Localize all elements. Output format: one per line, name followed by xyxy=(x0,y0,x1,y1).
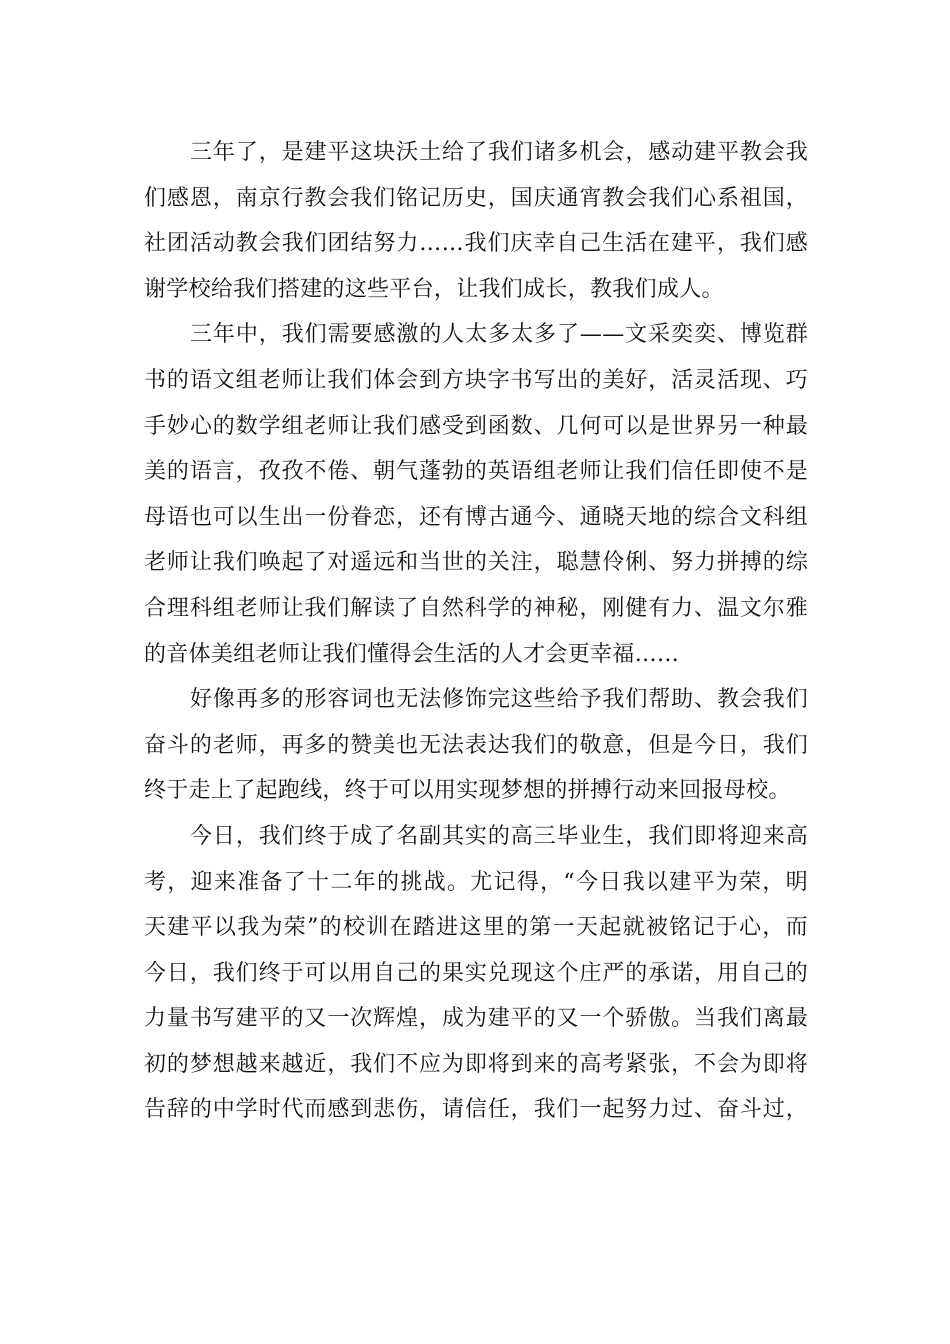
paragraph-line: 老师让我们唤起了对遥远和当世的关注，聪慧伶俐、努力拼搏的综 xyxy=(144,550,808,576)
paragraph-line: 们感恩，南京行教会我们铭记历史，国庆通宵教会我们心系祖国， xyxy=(144,185,808,211)
paragraph-line: 三年中，我们需要感激的人太多太多了——文采奕奕、博览群 xyxy=(190,322,808,348)
paragraph-4 xyxy=(144,814,808,1133)
paragraph-3 xyxy=(144,677,808,814)
paragraph-line: 告辞的中学时代而感到悲伤，请信任，我们一起努力过、奋斗过， xyxy=(144,1097,808,1123)
paragraph-line: 书的语文组老师让我们体会到方块字书写出的美好，活灵活现、巧 xyxy=(144,367,808,393)
paragraph-line: 的音体美组老师让我们懂得会生活的人才会更幸福…… xyxy=(144,641,680,667)
paragraph-line: 美的语言，孜孜不倦、朝气蓬勃的英语组老师让我们信任即使不是 xyxy=(144,459,808,485)
paragraph-line: 母语也可以生出一份眷恋，还有博古通今、通晓天地的综合文科组 xyxy=(144,504,808,530)
paragraph-line: 谢学校给我们搭建的这些平台，让我们成长，教我们成人。 xyxy=(144,276,724,302)
paragraph-line: 好像再多的形容词也无法修饰完这些给予我们帮助、教会我们 xyxy=(190,687,808,713)
paragraph-line: 终于走上了起跑线，终于可以用实现梦想的拼搏行动来回报母校。 xyxy=(144,778,791,804)
paragraph-line: 天建平以我为荣”的校训在踏进这里的第一天起就被铭记于心，而 xyxy=(144,915,808,941)
paragraph-line: 三年了，是建平这块沃土给了我们诸多机会，感动建平教会我 xyxy=(190,140,808,165)
paragraph-line: 手妙心的数学组老师让我们感受到函数、几何可以是世界另一种最 xyxy=(144,413,808,439)
paragraph-line: 奋斗的老师，再多的赞美也无法表达我们的敬意，但是今日，我们 xyxy=(144,732,808,758)
paragraph-line: 今日，我们终于成了名副其实的高三毕业生，我们即将迎来高 xyxy=(190,823,808,849)
paragraph-line: 力量书写建平的又一次辉煌，成为建平的又一个骄傲。当我们离最 xyxy=(144,1006,808,1032)
paragraph-line: 今日，我们终于可以用自己的果实兑现这个庄严的承诺，用自己的 xyxy=(144,960,808,986)
paragraph-2 xyxy=(144,312,808,677)
document-body xyxy=(144,130,808,1133)
paragraph-line: 初的梦想越来越近，我们不应为即将到来的高考紧张，不会为即将 xyxy=(144,1051,808,1077)
paragraph-line: 社团活动教会我们团结努力……我们庆幸自己生活在建平，我们感 xyxy=(144,231,808,257)
paragraph-line: 考，迎来准备了十二年的挑战。尤记得，“今日我以建平为荣，明 xyxy=(144,869,808,895)
paragraph-1 xyxy=(144,130,808,312)
paragraph-line: 合理科组老师让我们解读了自然科学的神秘，刚健有力、温文尔雅 xyxy=(144,595,808,621)
